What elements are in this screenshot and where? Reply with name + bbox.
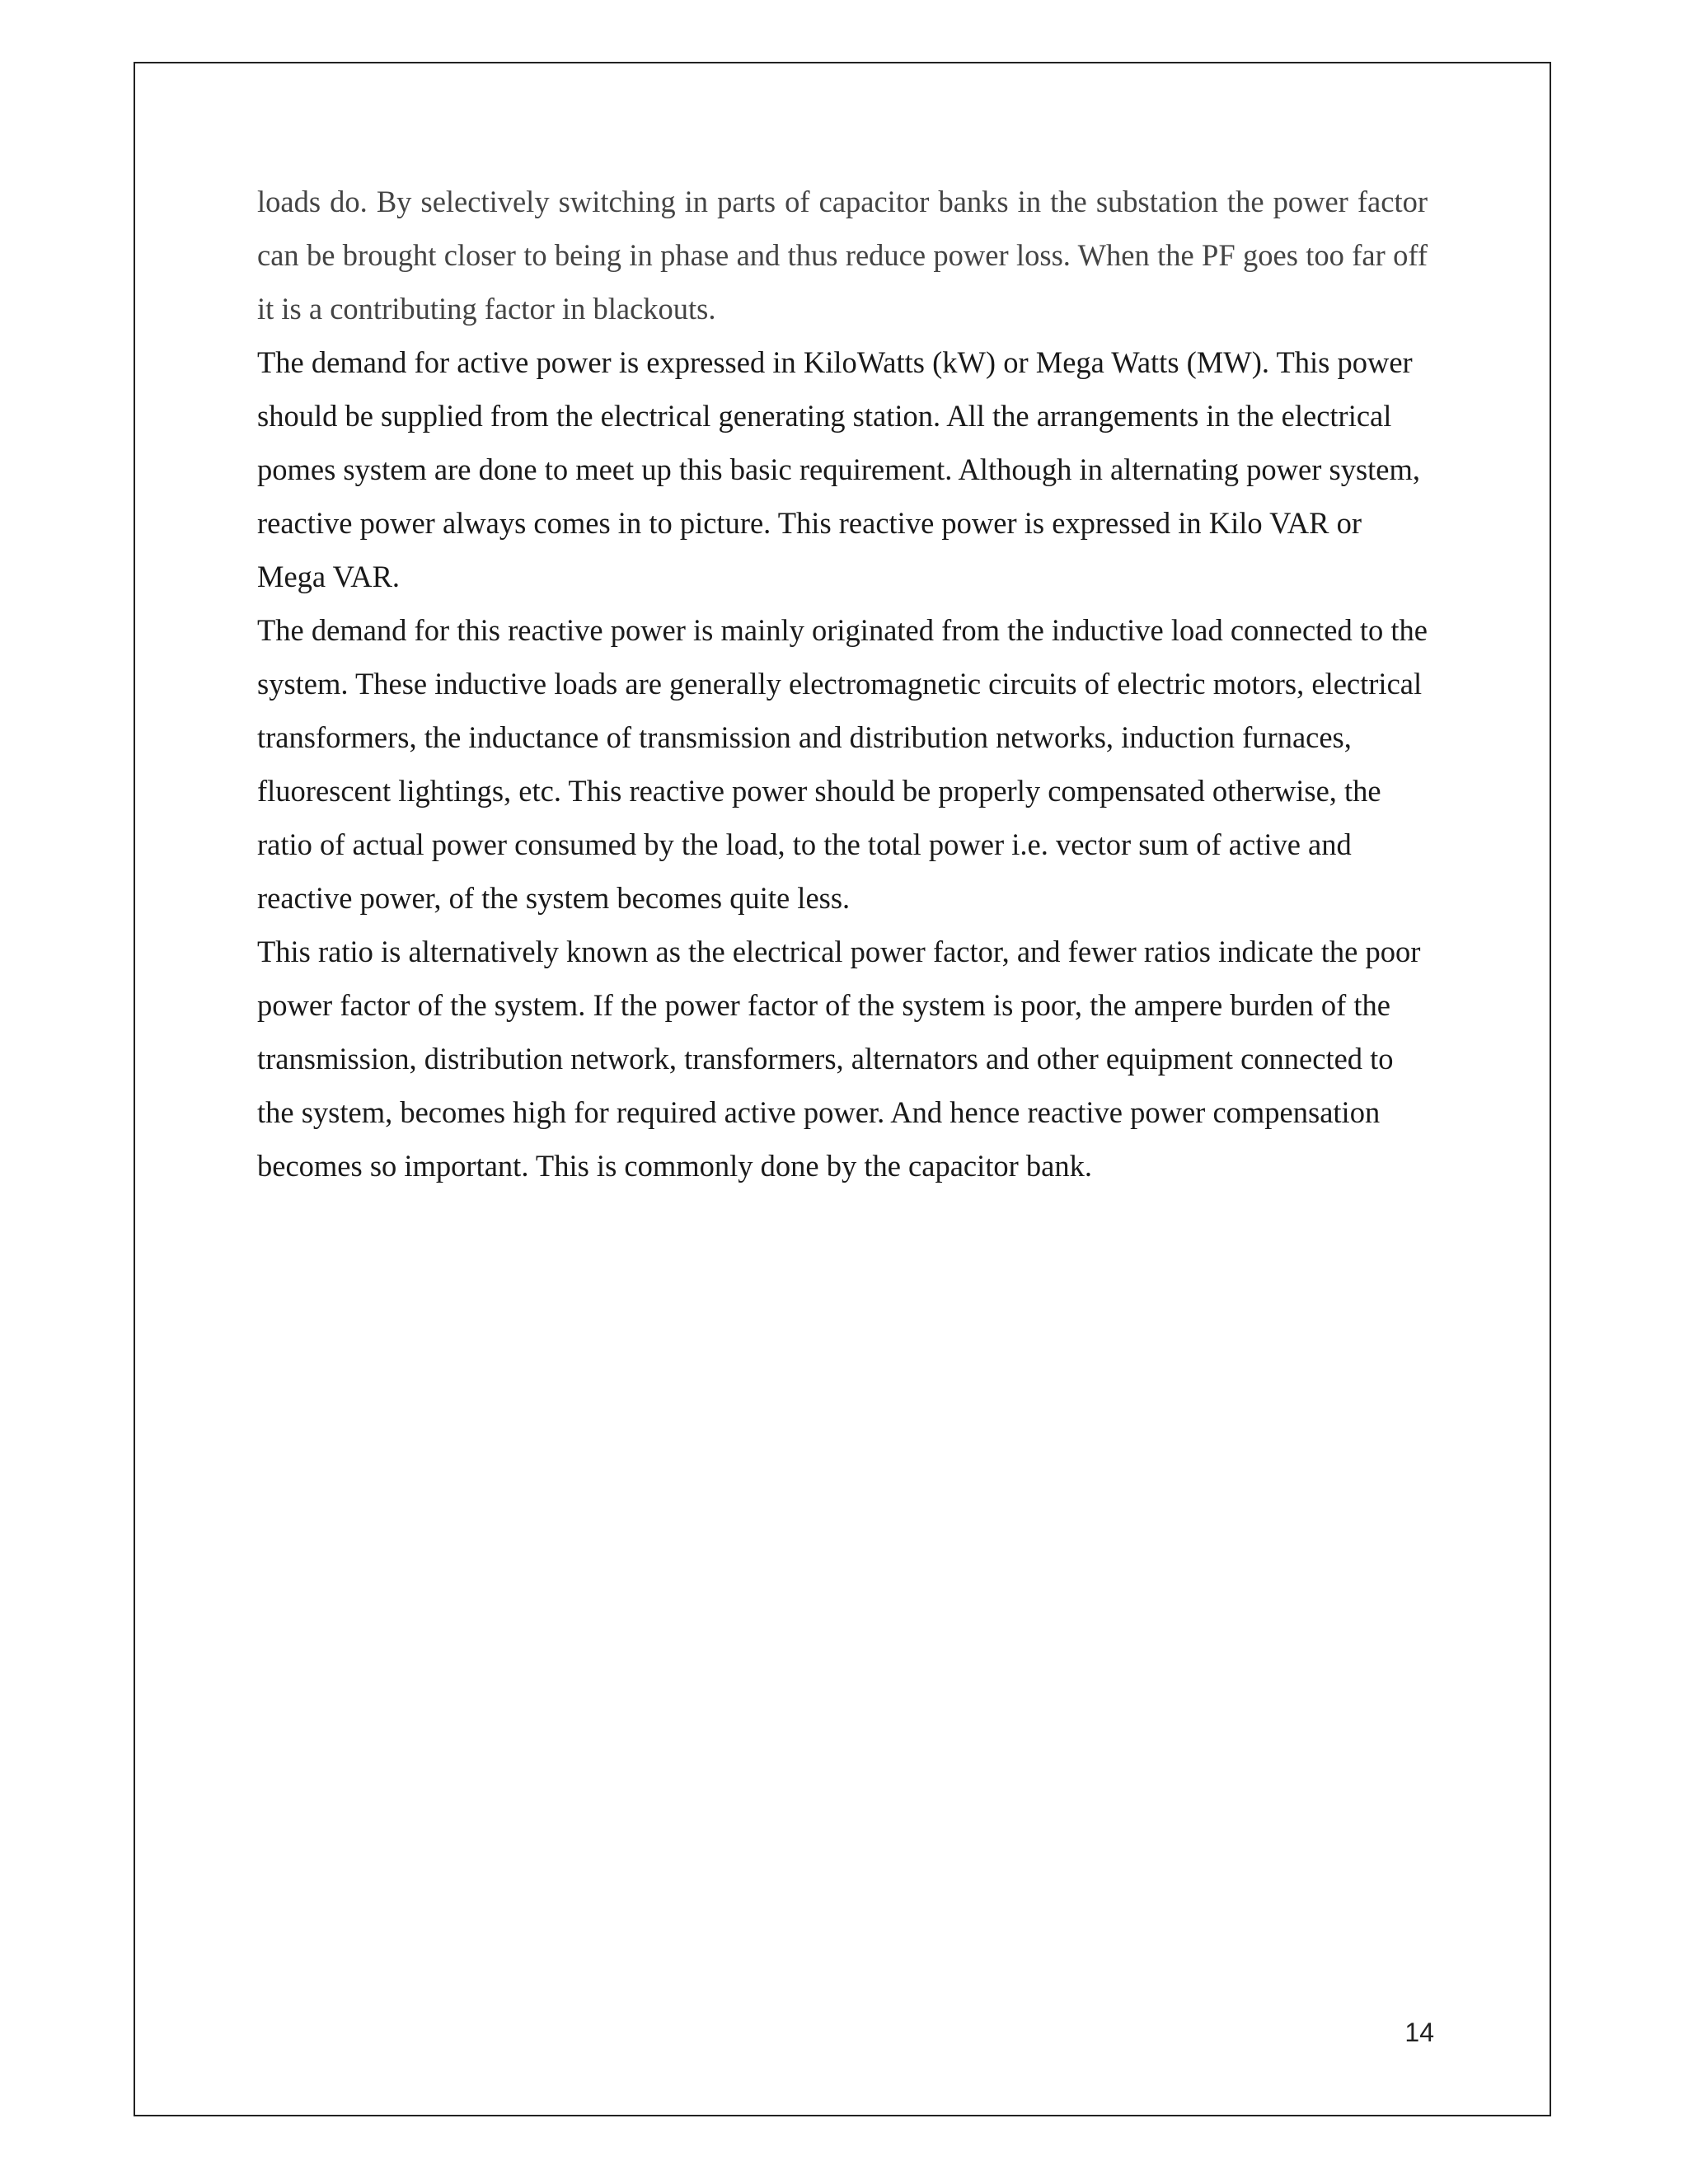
paragraph-power-factor: This ratio is alternatively known as the electrical power factor, and fewer ratios indicate the poor power factor of the system. If the power factor of the system is poor, the ampere burden of the transmission, distribution network, transformers, alternators and other equipment connected to the system, becomes high for required active power. And hence reactive power compensation becomes so important. This is commonly done by the capacitor bank.	[257, 935, 1421, 1183]
document-body	[257, 175, 1428, 1193]
page-number: 14	[1404, 2018, 1434, 2047]
paragraph-reactive-power-demand: The demand for this reactive power is mainly originated from the inductive load connected to the system. These inductive loads are generally electromagnetic circuits of electric motors, electrical transformers, the inductance of transmission and distribution networks, induction furnaces, fluorescent lightings, etc. This reactive power should be properly compensated otherwise, the ratio of actual power consumed by the load, to the total power i.e. vector sum of active and reactive power, of the system becomes quite less.	[257, 613, 1428, 915]
paragraph-capacitor-banks: loads do. By selectively switching in parts of capacitor banks in the substation the power factor can be brought closer to being in phase and thus reduce power loss. When the PF goes too far off it is a contributing factor in blackouts.	[257, 185, 1428, 326]
paragraph-active-power: The demand for active power is expressed in KiloWatts (kW) or Mega Watts (MW). This power should be supplied from the electrical generating station. All the arrangements in the electrical pomes system are done to meet up this basic requirement. Although in alternating power system, reactive power always comes in to picture. This reactive power is expressed in Kilo VAR or Mega VAR.	[257, 345, 1421, 593]
